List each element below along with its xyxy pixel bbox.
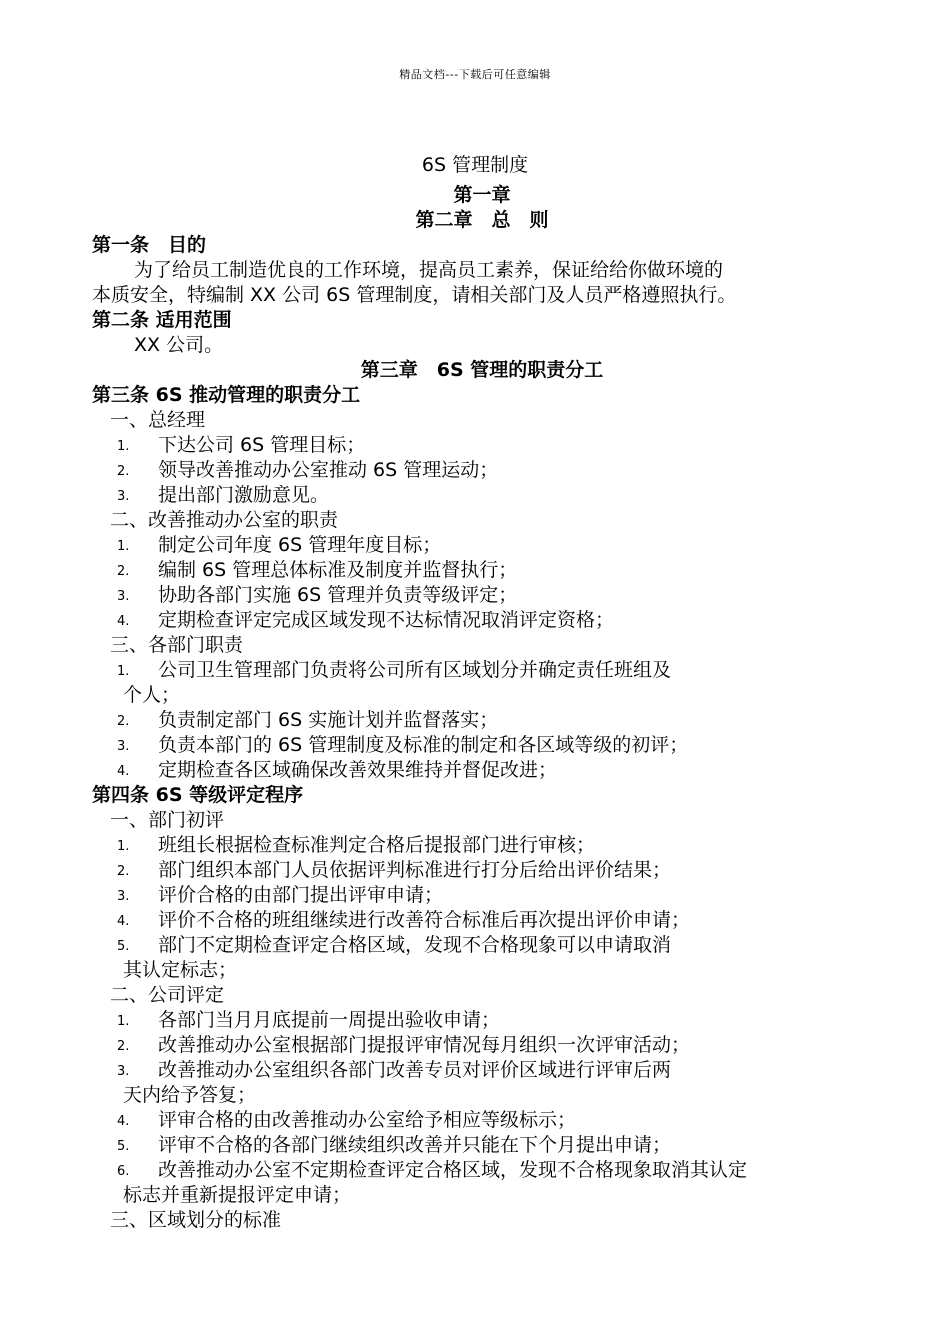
paragraph-line: 为了给员工制造优良的工作环境，提高员工素养，保证给给你做环境的 (134, 259, 724, 281)
list-item-text: 部门不定期检查评定合格区域，发现不合格现象可以申请取消 (158, 934, 672, 956)
list-item (92, 1108, 872, 1133)
list-item-text: 改善推动办公室不定期检查评定合格区域，发现不合格现象取消其认定 (158, 1159, 748, 1181)
list-item-number: 2. (117, 714, 130, 729)
list-item (92, 433, 872, 458)
chapter-heading: 第二章 总 则 (415, 209, 549, 231)
list-item-number: 1. (117, 439, 130, 454)
list-item-number: 4. (117, 1114, 130, 1129)
list-item-continuation: 天内给予答复； (123, 1084, 257, 1106)
list-item-number: 1. (117, 1014, 130, 1029)
list-item-continuation: 其认定标志； (123, 959, 238, 981)
list-item-text: 评价不合格的班组继续进行改善符合标准后再次提出评价申请； (158, 909, 691, 931)
list-item-number: 3. (117, 489, 130, 504)
section-heading: 二、改善推动办公室的职责 (110, 509, 339, 531)
list-item-text: 协助各部门实施 6S 管理并负责等级评定； (158, 584, 518, 606)
list-item (92, 558, 872, 583)
section-heading: 一、总经理 (110, 409, 206, 431)
list-item-number: 6. (117, 1164, 130, 1179)
list-item (92, 608, 872, 633)
list-item-text: 部门组织本部门人员依据评判标准进行打分后给出评价结果； (158, 859, 672, 881)
list-item (92, 483, 872, 508)
list-item-text: 制定公司年度 6S 管理年度目标； (158, 534, 442, 556)
section-heading: 三、各部门职责 (110, 634, 244, 656)
list-item-number: 2. (117, 864, 130, 879)
list-item-text: 评审不合格的各部门继续组织改善并只能在下个月提出申请； (158, 1134, 672, 1156)
list-item-text: 编制 6S 管理总体标准及制度并监督执行； (158, 559, 518, 581)
list-item (92, 908, 872, 933)
list-item (92, 658, 872, 683)
list-item-text: 班组长根据检查标准判定合格后提报部门进行审核； (158, 834, 596, 856)
list-item-continuation: 个人； (123, 684, 181, 706)
list-item-number: 1. (117, 664, 130, 679)
section-heading: 二、公司评定 (110, 984, 225, 1006)
article-heading: 第二条 适用范围 (92, 309, 232, 331)
list-item (92, 1133, 872, 1158)
list-item-number: 3. (117, 739, 130, 754)
chapter-heading: 第三章 6S 管理的职责分工 (360, 359, 604, 381)
list-item (92, 883, 872, 908)
list-item-number: 3. (117, 889, 130, 904)
list-item (92, 733, 872, 758)
list-item (92, 858, 872, 883)
list-item (92, 833, 872, 858)
list-item-text: 公司卫生管理部门负责将公司所有区域划分并确定责任班组及 (158, 659, 672, 681)
section-heading: 三、区域划分的标准 (110, 1209, 282, 1231)
list-item-text: 提出部门激励意见。 (158, 484, 330, 506)
list-item-number: 5. (117, 1139, 130, 1154)
document-body (92, 183, 872, 1233)
list-item (92, 533, 872, 558)
list-item (92, 1008, 872, 1033)
list-item-text: 定期检查评定完成区域发现不达标情况取消评定资格； (158, 609, 615, 631)
list-item-number: 2. (117, 564, 130, 579)
list-item-text: 领导改善推动办公室推动 6S 管理运动； (158, 459, 499, 481)
list-item-text: 负责制定部门 6S 实施计划并监督落实； (158, 709, 499, 731)
list-item-number: 3. (117, 1064, 130, 1079)
list-item-number: 5. (117, 939, 130, 954)
article-heading: 第一条 目的 (92, 234, 207, 256)
list-item-number: 2. (117, 464, 130, 479)
list-item (92, 758, 872, 783)
list-item-number: 1. (117, 839, 130, 854)
list-item (92, 1158, 872, 1183)
list-item-text: 各部门当月月底提前一周提出验收申请； (158, 1009, 501, 1031)
paragraph-line: XX 公司。 (134, 334, 224, 356)
list-item-number: 1. (117, 539, 130, 554)
list-item (92, 708, 872, 733)
list-item-text: 负责本部门的 6S 管理制度及标准的制定和各区域等级的初评； (158, 734, 689, 756)
list-item-text: 改善推动办公室组织各部门改善专员对评价区域进行评审后两 (158, 1059, 672, 1081)
list-item-number: 4. (117, 764, 130, 779)
list-item-number: 4. (117, 914, 130, 929)
article-heading: 第四条 6S 等级评定程序 (92, 784, 304, 806)
paragraph-line: 本质安全，特编制 XX 公司 6S 管理制度，请相关部门及人员严格遵照执行。 (92, 284, 737, 306)
list-item-number: 4. (117, 614, 130, 629)
list-item (92, 583, 872, 608)
list-item-text: 下达公司 6S 管理目标； (158, 434, 366, 456)
list-item-text: 评价合格的由部门提出评审申请； (158, 884, 444, 906)
page-header-note: 精品文档---下载后可任意编辑 (399, 68, 551, 81)
list-item (92, 1058, 872, 1083)
list-item (92, 933, 872, 958)
list-item (92, 1033, 872, 1058)
list-item-number: 2. (117, 1039, 130, 1054)
list-item-text: 定期检查各区域确保改善效果维持并督促改进； (158, 759, 558, 781)
section-heading: 一、部门初评 (110, 809, 225, 831)
list-item (92, 458, 872, 483)
article-heading: 第三条 6S 推动管理的职责分工 (92, 384, 361, 406)
document-title: 6S 管理制度 (421, 154, 529, 176)
list-item-continuation: 标志并重新提报评定申请； (123, 1184, 352, 1206)
chapter-heading: 第一章 (453, 184, 511, 206)
list-item-text: 评审合格的由改善推动办公室给予相应等级标示； (158, 1109, 577, 1131)
list-item-number: 3. (117, 589, 130, 604)
list-item-text: 改善推动办公室根据部门提报评审情况每月组织一次评审活动； (158, 1034, 691, 1056)
